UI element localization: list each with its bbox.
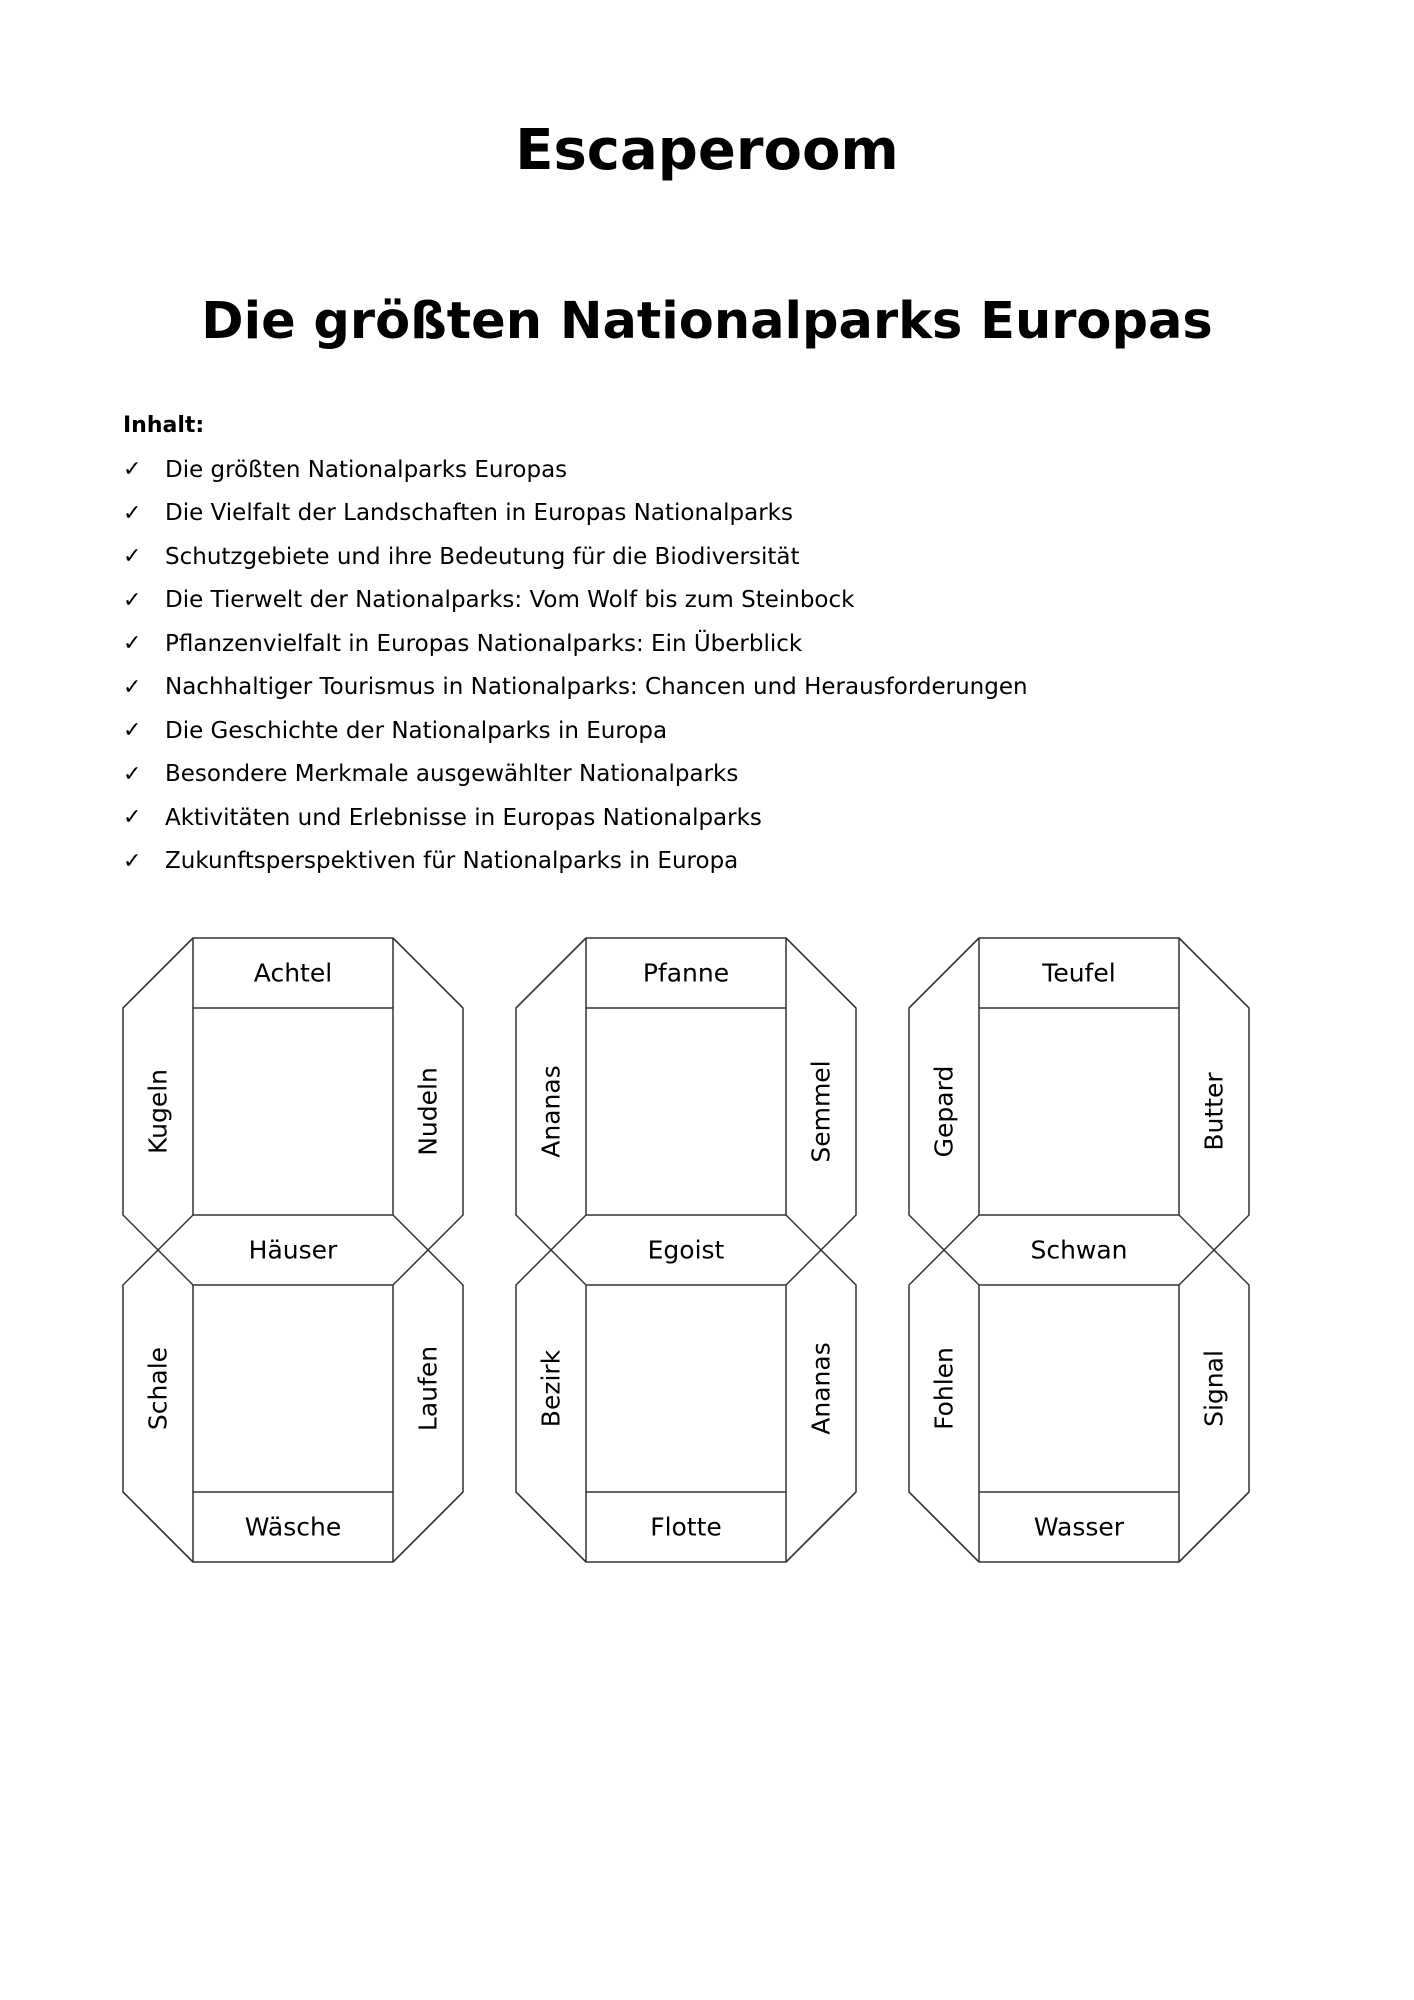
segment-divider [551,1215,586,1250]
segment-word-upper-right: Nudeln [413,1067,443,1156]
contents-item-text: Aktivitäten und Erlebnisse in Europas Nationalparks [165,804,762,831]
checkmark-icon: ✓ [123,761,142,787]
segment-word-top: Achtel [253,958,333,988]
contents-label: Inhalt: [123,413,205,438]
segment-divider [944,1215,979,1250]
lower-answer-box [193,1285,393,1492]
page-subtitle: Die größten Nationalparks Europas [201,292,1213,351]
checkmark-icon: ✓ [123,457,142,483]
segment-word-middle: Häuser [248,1235,338,1265]
segment-word-upper-left: Gepard [929,1065,959,1158]
segment-word-upper-left: Ananas [536,1065,566,1158]
segment-word-top: Pfanne [642,958,730,988]
segment-word-upper-right: Butter [1199,1072,1229,1151]
digit-puzzle [123,938,463,1562]
segment-word-upper-right: Semmel [806,1060,836,1163]
upper-answer-box [979,1008,1179,1215]
segment-word-lower-left: Bezirk [536,1349,566,1428]
segment-divider [1179,1492,1249,1562]
page-title: Escaperoom [515,118,899,183]
contents-item-text: Die Geschichte der Nationalparks in Europa [165,717,668,744]
segment-word-lower-right: Ananas [806,1342,836,1435]
digit-puzzle [909,938,1249,1562]
segment-divider [786,938,856,1008]
segment-divider [158,1250,193,1285]
segment-divider [516,1492,586,1562]
contents-item-text: Pflanzenvielfalt in Europas Nationalparks: Ein Überblick [165,630,803,657]
segment-word-lower-right: Signal [1199,1350,1229,1427]
segment-divider [551,1250,586,1285]
contents-item-text: Die Vielfalt der Landschaften in Europas Nationalparks [165,500,793,527]
segment-divider [516,938,586,1008]
segment-divider [393,1250,428,1285]
segment-divider [393,1215,428,1250]
segment-word-bottom: Wäsche [244,1512,342,1542]
checkmark-icon: ✓ [123,631,142,657]
checkmark-icon: ✓ [123,500,142,526]
segment-divider [909,938,979,1008]
segment-divider [393,938,463,1008]
segment-word-lower-left: Schale [143,1346,173,1431]
upper-answer-box [193,1008,393,1215]
segment-word-middle: Schwan [1030,1235,1128,1265]
segment-word-top: Teufel [1042,958,1116,988]
checkmark-icon: ✓ [123,674,142,700]
checkmark-icon: ✓ [123,848,142,874]
contents-item-text: Die größten Nationalparks Europas [165,456,568,483]
segment-divider [123,938,193,1008]
segment-divider [944,1250,979,1285]
segment-word-bottom: Wasser [1033,1512,1125,1542]
contents-item-text: Zukunftsperspektiven für Nationalparks in Europa [165,848,739,875]
segment-divider [1179,1250,1214,1285]
upper-answer-box [586,1008,786,1215]
segment-divider [1179,1215,1214,1250]
contents-item-text: Besondere Merkmale ausgewählter Nationalparks [165,761,739,788]
segment-word-lower-left: Fohlen [929,1347,959,1430]
contents-item-text: Nachhaltiger Tourismus in Nationalparks: Chancen und Herausforderungen [165,674,1028,701]
contents-item-text: Schutzgebiete und ihre Bedeutung für die Biodiversität [165,543,800,570]
segment-divider [909,1492,979,1562]
checkmark-icon: ✓ [123,805,142,831]
segment-divider [158,1215,193,1250]
segment-divider [1179,938,1249,1008]
segment-divider [123,1492,193,1562]
segment-word-lower-right: Laufen [413,1345,443,1432]
segment-word-upper-left: Kugeln [143,1068,173,1155]
checkmark-icon: ✓ [123,544,142,570]
checkmark-icon: ✓ [123,718,142,744]
segment-divider [786,1250,821,1285]
segment-word-middle: Egoist [647,1235,725,1265]
lower-answer-box [979,1285,1179,1492]
segment-divider [786,1215,821,1250]
segment-word-bottom: Flotte [650,1512,722,1542]
contents-item-text: Die Tierwelt der Nationalparks: Vom Wolf bis zum Steinbock [165,587,855,614]
segment-divider [393,1492,463,1562]
digit-puzzle [516,938,856,1562]
segment-divider [786,1492,856,1562]
lower-answer-box [586,1285,786,1492]
checkmark-icon: ✓ [123,587,142,613]
